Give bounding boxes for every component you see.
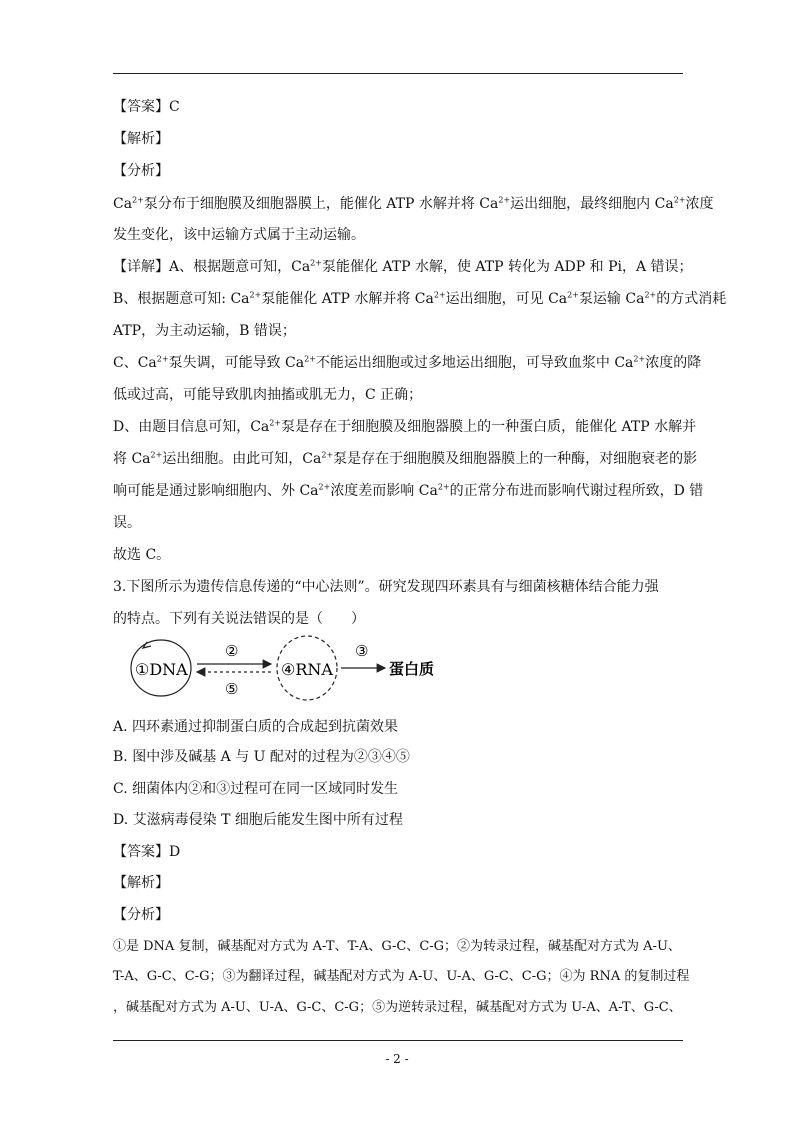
analysis-paragraph-line: $Ca^{2+}$泵分布于细胞膜及细胞器膜上，能催化 ATP 水解并将 $Ca^{2+}$运出细胞，最终细胞内 $Ca^{2+}$浓度: [113, 195, 714, 212]
footer-rule: [113, 1040, 683, 1041]
analysis-paragraph-line: ①是 DNA 复制，碱基配对方式为 A-T、T-A、G-C、C-G；②为转录过程，碱基配对方式为 A-U、: [113, 939, 681, 954]
detail-b: B、根据题意可知: $Ca^{2+}$泵能催化 ATP 水解并将 $Ca^{2+}$运出细胞，可见 $Ca^{2+}$泵运输 $Ca^{2+}$的方式消耗: [113, 290, 727, 307]
option-d: D. 艾滋病毒侵染 T 细胞后能发生图中所有过程: [113, 812, 403, 828]
rna-label: ④RNA: [281, 660, 333, 679]
option-a: A. 四环素通过抑制蛋白质的合成起到抗菌效果: [113, 719, 399, 735]
page-number: - 2 -: [385, 1052, 409, 1066]
answer-label: 【答案】D: [113, 844, 181, 860]
detail-c: 低或过高，可能导致肌肉抽搐或肌无力，C 正确；: [113, 387, 423, 403]
question-3-stem: 的特点。下列有关说法错误的是（ ）: [113, 611, 365, 627]
protein-label: 蛋白质: [389, 660, 435, 678]
conclusion: 故选 C。: [113, 547, 171, 563]
detail-d: D、由题目信息可知，$Ca^{2+}$泵是存在于细胞膜及细胞器膜上的一种蛋白质，能催化 ATP 水解并: [113, 418, 697, 435]
analysis-label: 【解析】: [113, 875, 169, 891]
header-rule: [113, 73, 683, 74]
dna-label: ①DNA: [135, 660, 188, 679]
detail-b: ATP，为主动运输，B 错误；: [113, 323, 296, 339]
detail-d: 将 $Ca^{2+}$运出细胞。由此可知，$Ca^{2+}$泵是存在于细胞膜及细胞器膜上的一种酶，对细胞衰老的影: [113, 450, 698, 467]
question-3-stem: 3.下图所示为遗传信息传递的“中心法则”。研究发现四环素具有与细菌核糖体结合能力强: [113, 579, 659, 595]
answer-label: 【答案】C: [113, 99, 180, 115]
central-dogma-diagram: [121, 634, 451, 706]
label-2: ②: [225, 642, 239, 660]
label-5: ⑤: [225, 680, 239, 698]
detail-d: 响可能是通过影响细胞内、外 $Ca^{2+}$浓度差而影响 $Ca^{2+}$的正常分布进而影响代谢过程所致，D 错: [113, 482, 704, 499]
fenxi-label: 【分析】: [113, 163, 169, 179]
detail-a: 【详解】A、根据题意可知，$Ca^{2+}$泵能催化 ATP 水解，使 ATP 转化为 ADP 和 Pi，A 错误；: [113, 258, 693, 275]
detail-d: 误。: [113, 515, 141, 531]
label-3: ③: [355, 642, 369, 660]
option-b: B. 图中涉及碱基 A 与 U 配对的过程为②③④⑤: [113, 749, 410, 765]
analysis-label: 【解析】: [113, 131, 169, 147]
fenxi-label: 【分析】: [113, 907, 169, 923]
detail-c: C、$Ca^{2+}$泵失调，可能导致 $Ca^{2+}$不能运出细胞或过多地运出细胞，可导致血浆中 $Ca^{2+}$浓度的降: [113, 354, 702, 371]
analysis-paragraph-line: 发生变化，该中运输方式属于主动运输。: [113, 227, 365, 243]
analysis-paragraph-line: T-A、G-C、C-G；③为翻译过程，碱基配对方式为 A-U、U-A、G-C、C-G；④为 RNA 的复制过程: [113, 969, 690, 984]
option-c: C. 细菌体内②和③过程可在同一区域同时发生: [113, 781, 399, 797]
analysis-paragraph-line: ，碱基配对方式为 A-U、U-A、G-C、C-G；⑤为逆转录过程，碱基配对方式为 U-A、A-T、G-C、: [113, 1000, 682, 1015]
